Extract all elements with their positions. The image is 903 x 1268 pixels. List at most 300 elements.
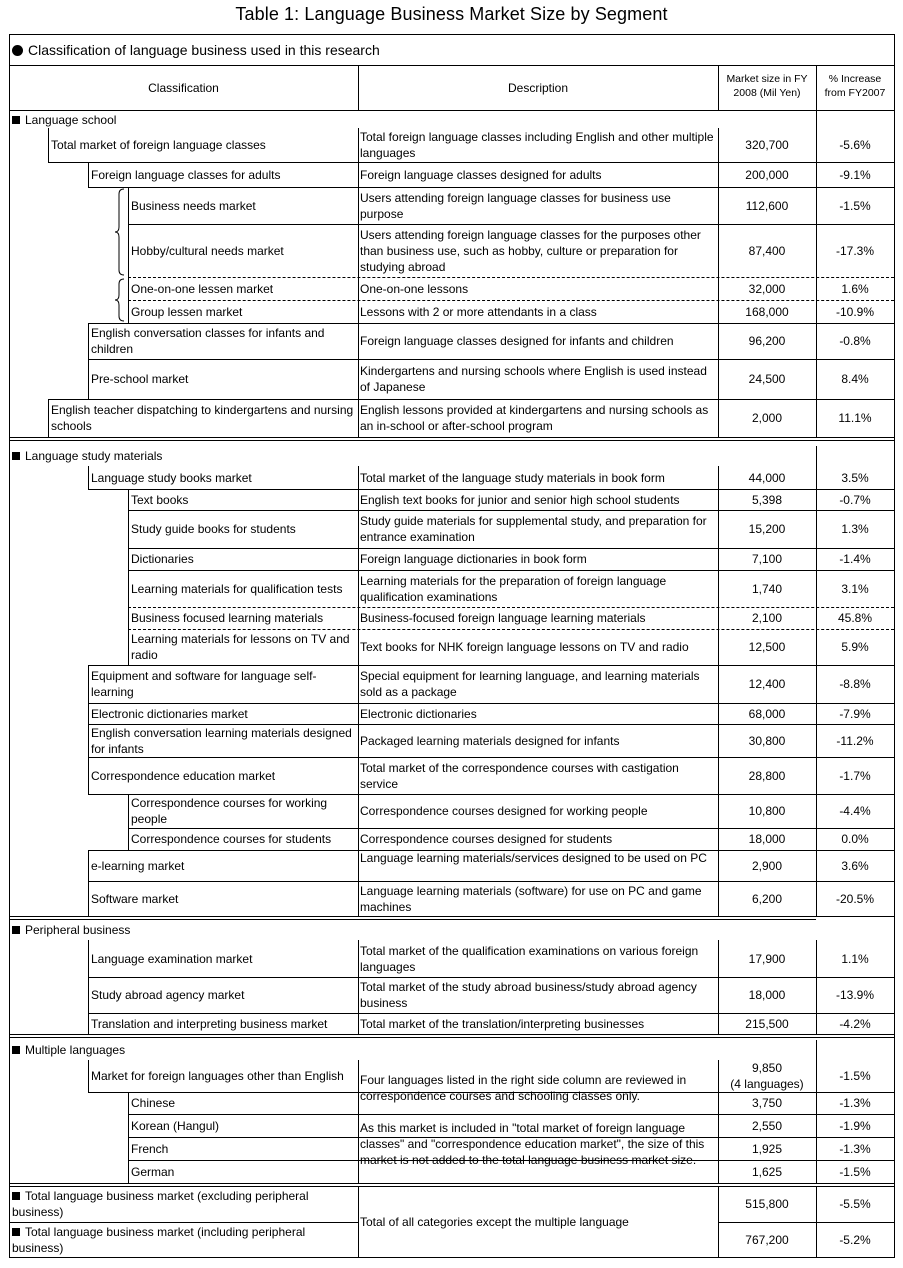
column-divider bbox=[358, 1186, 359, 1222]
indent-divider bbox=[128, 794, 129, 828]
indent-divider bbox=[88, 757, 89, 794]
column-divider bbox=[358, 1060, 359, 1092]
row-description: Foreign language classes designed for adults bbox=[360, 168, 602, 182]
row-label: English teacher dispatching to kindergartens and nursing schools bbox=[51, 403, 354, 433]
row-market-size: 44,000 bbox=[748, 471, 786, 485]
column-divider bbox=[816, 1222, 817, 1258]
column-divider bbox=[718, 300, 719, 323]
row-description: Foreign language dictionaries in book form bbox=[360, 552, 587, 566]
row-market-size: 168,000 bbox=[745, 305, 789, 319]
column-divider bbox=[816, 128, 817, 162]
row-market-size: 68,000 bbox=[748, 707, 786, 721]
column-divider bbox=[358, 277, 359, 300]
indent-divider bbox=[128, 187, 129, 224]
row-increase: 1.3% bbox=[841, 522, 869, 536]
row-label: English conversation learning materials designed for infants bbox=[91, 726, 352, 756]
column-divider bbox=[718, 881, 719, 916]
row-market-size: 30,800 bbox=[748, 734, 786, 748]
column-divider bbox=[358, 850, 359, 881]
indent-divider bbox=[128, 548, 129, 570]
row-market-size: 215,500 bbox=[745, 1017, 789, 1031]
brace-icon bbox=[114, 188, 126, 276]
row-divider bbox=[128, 1114, 894, 1115]
row-market-size: 10,800 bbox=[748, 804, 786, 818]
row-increase: 5.9% bbox=[841, 640, 869, 654]
column-divider bbox=[816, 881, 817, 916]
row-market-size: 7,100 bbox=[751, 552, 783, 566]
row-divider bbox=[128, 607, 894, 608]
total-increase: -5.2% bbox=[839, 1233, 871, 1247]
row-label: Chinese bbox=[131, 1096, 176, 1110]
total-label bbox=[12, 1224, 342, 1256]
column-divider bbox=[816, 977, 817, 1013]
row-description: Language learning materials (software) for use on PC and game machines bbox=[360, 884, 702, 914]
section-divider bbox=[9, 919, 816, 920]
indent-divider bbox=[128, 570, 129, 607]
row-market-size: 18,000 bbox=[748, 988, 786, 1002]
row-increase: -1.5% bbox=[839, 1069, 871, 1083]
column-divider bbox=[358, 323, 359, 359]
row-label: Text books bbox=[131, 493, 189, 507]
row-description: Correspondence courses designed for working people bbox=[360, 804, 648, 818]
column-divider bbox=[358, 703, 359, 724]
column-divider bbox=[816, 446, 817, 466]
square-bullet-icon bbox=[12, 1046, 20, 1054]
row-description: English text books for junior and senior high school students bbox=[360, 493, 680, 507]
row-description: Special equipment for learning language, and learning materials sold as a package bbox=[360, 669, 700, 699]
row-divider bbox=[128, 548, 894, 549]
section-divider bbox=[9, 916, 894, 917]
row-description: Users attending foreign language classes for business use purpose bbox=[360, 191, 671, 221]
row-label: Business focused learning materials bbox=[131, 611, 324, 625]
column-divider bbox=[816, 607, 817, 629]
column-divider bbox=[718, 548, 719, 570]
column-divider bbox=[816, 187, 817, 224]
square-bullet-icon bbox=[12, 926, 20, 934]
indent-divider bbox=[88, 724, 89, 757]
indent-divider bbox=[48, 399, 49, 437]
indent-divider bbox=[88, 466, 89, 489]
row-divider bbox=[9, 1222, 358, 1223]
row-increase: -4.4% bbox=[839, 804, 871, 818]
square-bullet-icon bbox=[12, 452, 20, 460]
column-divider bbox=[358, 881, 359, 916]
row-increase: -8.8% bbox=[839, 677, 871, 691]
brace-icon bbox=[114, 278, 126, 322]
column-divider bbox=[718, 65, 719, 110]
section-header bbox=[12, 112, 116, 128]
column-divider bbox=[718, 703, 719, 724]
row-label: English conversation classes for infants and children bbox=[91, 326, 325, 356]
column-divider bbox=[816, 162, 817, 187]
classification-heading bbox=[12, 42, 380, 58]
row-divider bbox=[718, 1222, 894, 1223]
row-increase: 3.6% bbox=[841, 859, 869, 873]
row-label: Foreign language classes for adults bbox=[91, 168, 281, 182]
indent-divider bbox=[128, 1092, 129, 1114]
row-label: Market for foreign languages other than English bbox=[91, 1069, 344, 1083]
section-divider bbox=[9, 1183, 894, 1184]
row-divider bbox=[48, 399, 894, 400]
row-description: Study guide materials for supplemental study, and preparation for entrance examination bbox=[360, 514, 707, 544]
column-divider bbox=[358, 1114, 359, 1137]
row-label: Translation and interpreting business market bbox=[91, 1017, 328, 1031]
total-title: Total language business market (including peripheral business) bbox=[12, 1225, 306, 1255]
section-divider bbox=[9, 1034, 894, 1035]
square-bullet-icon bbox=[12, 1228, 20, 1236]
column-divider bbox=[816, 1137, 817, 1160]
row-increase: 1.6% bbox=[841, 282, 869, 296]
indent-divider bbox=[88, 1013, 89, 1034]
column-divider bbox=[718, 466, 719, 489]
row-label: One-on-one lessen market bbox=[131, 282, 274, 296]
row-increase: 45.8% bbox=[837, 611, 873, 625]
column-divider bbox=[816, 489, 817, 510]
row-increase: 3.1% bbox=[841, 582, 869, 596]
column-divider bbox=[816, 65, 817, 110]
row-label: Business needs market bbox=[131, 199, 256, 213]
row-divider bbox=[88, 665, 894, 666]
row-divider bbox=[48, 162, 894, 163]
column-divider bbox=[718, 489, 719, 510]
column-divider bbox=[358, 548, 359, 570]
row-increase: -1.5% bbox=[839, 199, 871, 213]
column-divider bbox=[358, 940, 359, 977]
column-divider bbox=[358, 1092, 359, 1114]
column-divider bbox=[816, 1060, 817, 1092]
header-description: Description bbox=[507, 81, 569, 95]
column-divider bbox=[718, 570, 719, 607]
column-divider bbox=[718, 224, 719, 277]
column-divider bbox=[816, 359, 817, 399]
row-description: Lessons with 2 or more attendants in a class bbox=[360, 305, 597, 319]
indent-divider bbox=[128, 224, 129, 277]
column-divider bbox=[718, 977, 719, 1013]
row-market-size: 320,700 bbox=[745, 138, 789, 152]
column-divider bbox=[358, 128, 359, 162]
row-increase: 3.5% bbox=[841, 471, 869, 485]
column-divider bbox=[718, 1222, 719, 1258]
row-description: Total foreign language classes including English and other multiple languages bbox=[360, 130, 714, 160]
section-divider bbox=[9, 437, 894, 438]
row-market-size: 24,500 bbox=[748, 372, 786, 386]
row-description: One-on-one lessons bbox=[360, 282, 469, 296]
row-market-size: 32,000 bbox=[748, 282, 786, 296]
row-increase: -1.9% bbox=[839, 1119, 871, 1133]
indent-divider bbox=[88, 850, 89, 881]
column-divider bbox=[816, 570, 817, 607]
column-divider bbox=[358, 1013, 359, 1034]
row-divider bbox=[128, 224, 894, 225]
column-divider bbox=[358, 794, 359, 828]
row-increase: -0.7% bbox=[839, 493, 871, 507]
row-market-size: 15,200 bbox=[748, 522, 786, 536]
row-increase: -1.5% bbox=[839, 1165, 871, 1179]
total-market-size: 767,200 bbox=[745, 1233, 789, 1247]
column-divider bbox=[718, 1186, 719, 1222]
row-description: Learning materials for the preparation of foreign language qualification examinations bbox=[360, 574, 667, 604]
indent-divider bbox=[128, 828, 129, 850]
row-label: e-learning market bbox=[91, 859, 185, 873]
column-divider bbox=[718, 1013, 719, 1034]
row-divider bbox=[88, 757, 894, 758]
row-description: Total market of the correspondence courses with castigation service bbox=[360, 761, 679, 791]
row-description: Business-focused foreign language learning materials bbox=[360, 611, 646, 625]
row-label: Learning materials for lessons on TV and radio bbox=[131, 632, 350, 662]
indent-divider bbox=[88, 1060, 89, 1092]
row-label: Correspondence courses for students bbox=[131, 832, 332, 846]
row-divider bbox=[128, 300, 894, 301]
column-divider bbox=[358, 300, 359, 323]
row-increase: -5.6% bbox=[839, 138, 871, 152]
totals-description: Total of all categories except the multiple language bbox=[360, 1215, 629, 1229]
row-divider bbox=[88, 187, 894, 188]
row-divider bbox=[88, 977, 894, 978]
column-divider bbox=[718, 128, 719, 162]
classification-heading-text: Classification of language business used in this research bbox=[28, 42, 380, 58]
row-market-size: 18,000 bbox=[748, 832, 786, 846]
column-divider bbox=[816, 548, 817, 570]
row-description: Electronic dictionaries bbox=[360, 707, 477, 721]
row-market-size: 3,750 bbox=[751, 1096, 783, 1110]
row-label: Korean (Hangul) bbox=[131, 1119, 220, 1133]
column-divider bbox=[358, 629, 359, 665]
section-header bbox=[12, 922, 130, 938]
row-divider bbox=[88, 1013, 894, 1014]
row-market-size-note: (4 languages) bbox=[730, 1077, 804, 1091]
header-market-size: Market size in FY 2008 (Mil Yen) bbox=[726, 73, 808, 99]
bullet-icon bbox=[12, 45, 23, 56]
section-header bbox=[12, 448, 162, 464]
column-divider bbox=[358, 724, 359, 757]
row-label: Study guide books for students bbox=[131, 522, 296, 536]
column-divider bbox=[718, 850, 719, 881]
row-divider bbox=[128, 828, 894, 829]
total-label bbox=[12, 1188, 342, 1220]
column-divider bbox=[816, 724, 817, 757]
row-label: Pre-school market bbox=[91, 372, 189, 386]
section-divider bbox=[9, 1186, 894, 1187]
column-divider bbox=[718, 187, 719, 224]
row-market-size: 1,740 bbox=[751, 582, 783, 596]
column-divider bbox=[816, 466, 817, 489]
indent-divider bbox=[128, 300, 129, 323]
row-divider bbox=[128, 570, 894, 571]
column-divider bbox=[718, 1114, 719, 1137]
indent-divider bbox=[88, 323, 89, 359]
header-bottom-divider bbox=[9, 110, 894, 111]
row-description: Correspondence courses designed for students bbox=[360, 832, 613, 846]
column-divider bbox=[816, 665, 817, 703]
indent-divider bbox=[128, 607, 129, 629]
column-divider bbox=[816, 1092, 817, 1114]
column-divider bbox=[816, 940, 817, 977]
row-increase: 1.1% bbox=[841, 952, 869, 966]
section-divider bbox=[9, 1037, 894, 1038]
column-divider bbox=[718, 359, 719, 399]
row-increase: -0.8% bbox=[839, 334, 871, 348]
row-divider bbox=[88, 323, 894, 324]
column-divider bbox=[718, 794, 719, 828]
total-market-size: 515,800 bbox=[745, 1197, 789, 1211]
section-title: Language study materials bbox=[25, 449, 163, 463]
column-divider bbox=[816, 629, 817, 665]
column-divider bbox=[358, 187, 359, 224]
indent-divider bbox=[128, 510, 129, 548]
indent-divider bbox=[128, 489, 129, 510]
row-increase: 8.4% bbox=[841, 372, 869, 386]
row-increase: -9.1% bbox=[839, 168, 871, 182]
row-label: German bbox=[131, 1165, 175, 1179]
section-title: Peripheral business bbox=[25, 923, 131, 937]
row-increase: -13.9% bbox=[835, 988, 875, 1002]
column-divider bbox=[718, 724, 719, 757]
column-divider bbox=[816, 110, 817, 128]
indent-divider bbox=[128, 277, 129, 300]
row-description: Total market of the study abroad business/study abroad agency business bbox=[360, 980, 697, 1010]
column-divider bbox=[358, 359, 359, 399]
column-divider bbox=[816, 703, 817, 724]
row-increase: -1.3% bbox=[839, 1142, 871, 1156]
row-divider bbox=[128, 277, 894, 278]
row-divider bbox=[88, 489, 894, 490]
row-market-size: 1,625 bbox=[751, 1165, 783, 1179]
row-market-size: 17,900 bbox=[748, 952, 786, 966]
column-divider bbox=[358, 162, 359, 187]
column-divider bbox=[816, 1114, 817, 1137]
column-divider bbox=[358, 224, 359, 277]
indent-divider bbox=[128, 1114, 129, 1137]
row-description: Foreign language classes designed for infants and children bbox=[360, 334, 674, 348]
column-divider bbox=[816, 794, 817, 828]
row-market-size: 1,925 bbox=[751, 1142, 783, 1156]
column-divider bbox=[816, 757, 817, 794]
column-divider bbox=[816, 850, 817, 881]
indent-divider bbox=[128, 1160, 129, 1183]
row-market-size: 12,500 bbox=[748, 640, 786, 654]
column-divider bbox=[718, 1060, 719, 1092]
column-divider bbox=[718, 323, 719, 359]
square-bullet-icon bbox=[12, 116, 20, 124]
indent-divider bbox=[88, 703, 89, 724]
column-divider bbox=[718, 828, 719, 850]
column-divider bbox=[358, 1137, 359, 1160]
row-increase: -1.3% bbox=[839, 1096, 871, 1110]
row-divider bbox=[88, 703, 894, 704]
multiple-languages-description-1: Four languages listed in the right side column are reviewed in correspondence courses and schooling classes only. bbox=[360, 1073, 687, 1103]
row-label: Dictionaries bbox=[131, 552, 194, 566]
row-divider bbox=[88, 881, 894, 882]
indent-divider bbox=[88, 977, 89, 1013]
total-title: Total language business market (excluding peripheral business) bbox=[12, 1189, 309, 1219]
column-divider bbox=[718, 510, 719, 548]
row-description: English lessons provided at kindergartens and nursing schools as an in-school or after-school program bbox=[360, 403, 709, 433]
column-divider bbox=[358, 570, 359, 607]
row-divider bbox=[128, 629, 894, 630]
row-description: Total market of the translation/interpreting businesses bbox=[360, 1017, 645, 1031]
row-increase: 11.1% bbox=[838, 411, 872, 425]
row-description: Users attending foreign language classes for the purposes other than business use, such as hobby, culture or preparation for studying abroad bbox=[360, 228, 701, 274]
row-description: Total market of the language study materials in book form bbox=[360, 471, 665, 485]
row-label: Equipment and software for language self-learning bbox=[91, 669, 317, 699]
row-increase: -17.3% bbox=[835, 244, 875, 258]
column-divider bbox=[816, 828, 817, 850]
row-label: Language study books market bbox=[91, 471, 252, 485]
header-top-divider bbox=[9, 65, 894, 66]
row-market-size: 96,200 bbox=[748, 334, 786, 348]
header-increase: % Increase from FY2007 bbox=[824, 73, 886, 99]
column-divider bbox=[816, 510, 817, 548]
multiple-languages-description-2: As this market is included in "total market of foreign language classes" and "correspondence education market", the size of this market is not added to the total language business market size. bbox=[360, 1121, 705, 1167]
column-divider bbox=[816, 277, 817, 300]
row-description: Language learning materials/services designed to be used on PC bbox=[360, 851, 707, 865]
row-market-size: 112,600 bbox=[745, 199, 789, 213]
row-market-size: 5,398 bbox=[751, 493, 783, 507]
page-title: Table 1: Language Business Market Size by Segment bbox=[235, 4, 668, 24]
row-increase: -10.9% bbox=[835, 305, 875, 319]
indent-divider bbox=[128, 629, 129, 665]
section-title: Language school bbox=[25, 113, 117, 127]
row-label: Learning materials for qualification tests bbox=[131, 582, 343, 596]
indent-divider bbox=[88, 359, 89, 399]
section-header bbox=[12, 1042, 125, 1058]
row-label: Correspondence courses for working people bbox=[131, 796, 328, 826]
indent-divider bbox=[88, 665, 89, 703]
column-divider bbox=[816, 1160, 817, 1183]
row-label: Hobby/cultural needs market bbox=[131, 244, 284, 258]
row-label: Language examination market bbox=[91, 952, 253, 966]
column-divider bbox=[816, 1040, 817, 1060]
column-divider bbox=[358, 489, 359, 510]
row-market-size: 28,800 bbox=[748, 769, 786, 783]
column-divider bbox=[718, 940, 719, 977]
column-divider bbox=[718, 399, 719, 437]
column-divider bbox=[358, 466, 359, 489]
column-divider bbox=[358, 1222, 359, 1258]
row-divider bbox=[88, 359, 894, 360]
column-divider bbox=[718, 757, 719, 794]
column-divider bbox=[358, 510, 359, 548]
section-title: Multiple languages bbox=[25, 1043, 126, 1057]
column-divider bbox=[358, 757, 359, 794]
column-divider bbox=[718, 1092, 719, 1114]
row-label: Group lessen market bbox=[131, 305, 243, 319]
row-description: Packaged learning materials designed for infants bbox=[360, 734, 620, 748]
row-market-size: 2,900 bbox=[751, 859, 783, 873]
row-increase: -11.2% bbox=[836, 734, 874, 748]
row-increase: -4.2% bbox=[839, 1017, 871, 1031]
column-divider bbox=[358, 828, 359, 850]
row-increase: -1.4% bbox=[839, 552, 871, 566]
column-divider bbox=[816, 323, 817, 359]
column-divider bbox=[816, 1013, 817, 1034]
total-increase: -5.5% bbox=[839, 1197, 871, 1211]
row-market-size: 200,000 bbox=[745, 168, 789, 182]
row-label: French bbox=[131, 1142, 169, 1156]
indent-divider bbox=[88, 881, 89, 916]
row-description: Kindergartens and nursing schools where English is used instead of Japanese bbox=[360, 364, 707, 394]
column-divider bbox=[358, 977, 359, 1013]
column-divider bbox=[816, 399, 817, 437]
row-market-size: 2,000 bbox=[751, 411, 783, 425]
section-divider bbox=[9, 440, 894, 441]
column-divider bbox=[718, 607, 719, 629]
row-description: Total market of the qualification examinations on various foreign languages bbox=[360, 944, 699, 974]
column-divider bbox=[718, 1160, 719, 1183]
row-divider bbox=[128, 510, 894, 511]
row-increase: -20.5% bbox=[835, 892, 875, 906]
column-divider bbox=[718, 1137, 719, 1160]
